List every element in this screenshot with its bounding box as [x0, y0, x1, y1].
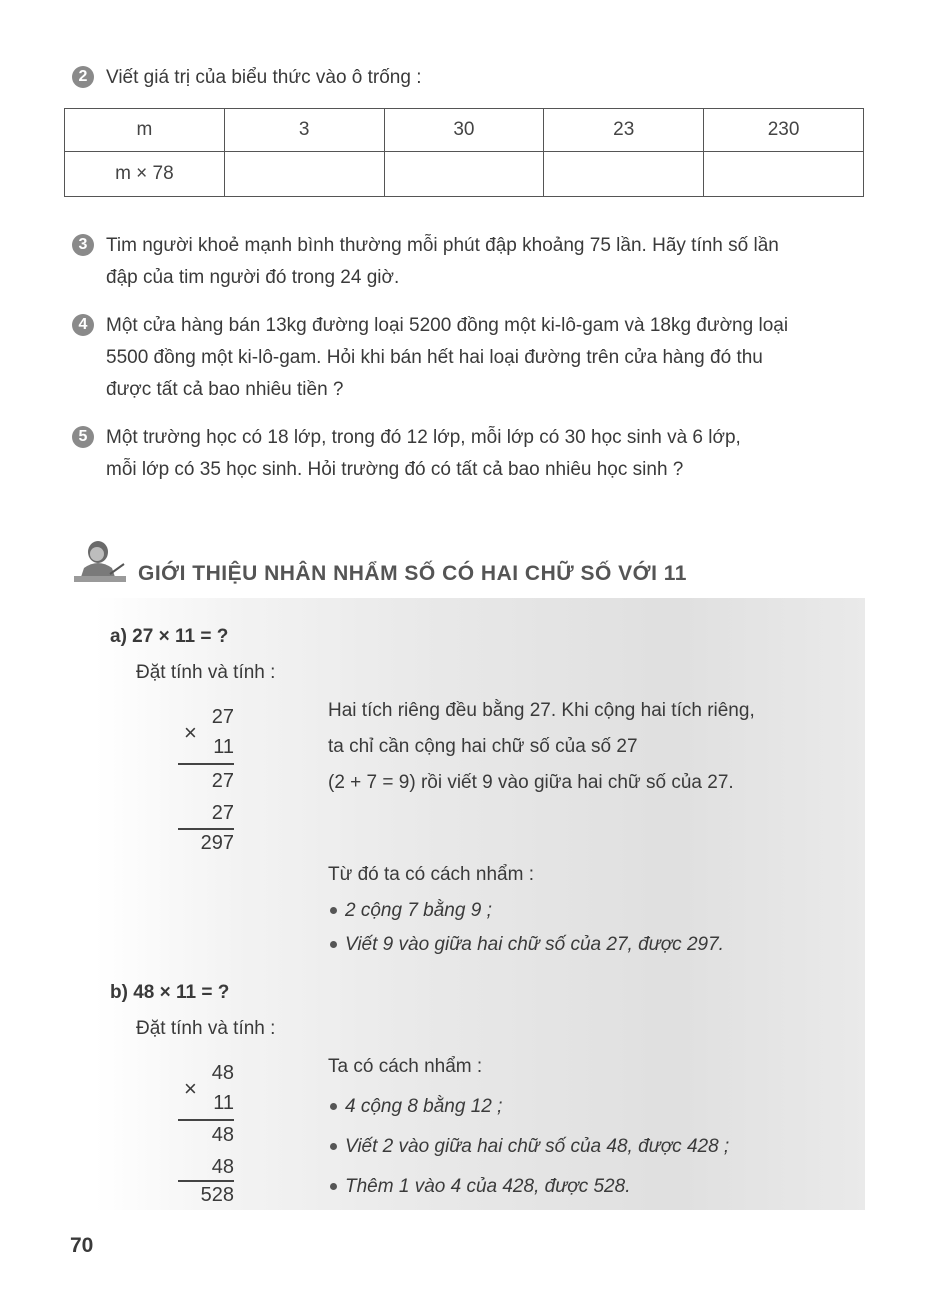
bullet-icon: [330, 1143, 337, 1150]
final-product: 297: [200, 832, 234, 854]
exercise-4-line: được tất cả bao nhiêu tiền ?: [106, 379, 344, 400]
part-b-calculation: [170, 1056, 234, 1216]
multiply-sign: ×: [184, 720, 197, 745]
empty-answer-cell[interactable]: [544, 152, 704, 197]
method-step: 4 cộng 8 bằng 12 ;: [330, 1096, 502, 1118]
part-a-instruction: Đặt tính và tính :: [136, 662, 276, 683]
page-number: 70: [70, 1234, 94, 1257]
calc-line: [178, 828, 234, 830]
final-product: 528: [200, 1184, 234, 1206]
student-mascot-icon: [70, 534, 130, 586]
multiply-sign: ×: [184, 1076, 197, 1101]
empty-answer-cell[interactable]: [224, 152, 384, 197]
multiplier: 11: [213, 1092, 234, 1114]
bullet-icon: [330, 941, 337, 948]
method-heading: Từ đó ta có cách nhẩm :: [328, 864, 534, 885]
method-step: Viết 9 vào giữa hai chữ số của 27, được 297.: [330, 934, 724, 956]
table-cell: 230: [704, 109, 864, 152]
multiplicand: 48: [211, 1062, 234, 1084]
calc-line: [178, 1180, 234, 1182]
multiplicand: 27: [211, 706, 234, 728]
exercise-4-line: 5500 đồng một ki-lô-gam. Hỏi khi bán hết hai loại đường trên cửa hàng đó thu: [106, 347, 763, 368]
explanation-line: ta chỉ cần cộng hai chữ số của số 27: [328, 736, 638, 757]
method-step: Viết 2 vào giữa hai chữ số của 48, được 428 ;: [330, 1136, 729, 1158]
method-step: 2 cộng 7 bằng 9 ;: [330, 900, 492, 922]
bullet-icon: [330, 907, 337, 914]
exercise-3-line: Tim người khoẻ mạnh bình thường mỗi phút đập khoảng 75 lần. Hãy tính số lần: [106, 235, 779, 256]
bullet-icon: [330, 1183, 337, 1190]
method-step: Thêm 1 vào 4 của 428, được 528.: [330, 1176, 630, 1198]
exercise-3-number: 3: [72, 234, 94, 256]
table-cell: 3: [224, 109, 384, 152]
part-b-instruction: Đặt tính và tính :: [136, 1018, 276, 1039]
table-row: [65, 109, 864, 152]
calc-line: [178, 1119, 234, 1121]
part-b-label: b) 48 × 11 = ?: [110, 982, 230, 1003]
exercise-4-number: 4: [72, 314, 94, 336]
multiplier: 11: [213, 736, 234, 758]
exercise-4-line: Một cửa hàng bán 13kg đường loại 5200 đồng một ki-lô-gam và 18kg đường loại: [106, 315, 789, 336]
section-title: GIỚI THIỆU NHÂN NHẨM SỐ CÓ HAI CHỮ SỐ VỚI 11: [138, 562, 687, 585]
table-cell: m: [65, 109, 225, 152]
part-a-label: a) 27 × 11 = ?: [110, 626, 229, 647]
bullet-icon: [330, 1103, 337, 1110]
table-cell: 30: [384, 109, 544, 152]
part-a-calculation: [170, 700, 234, 860]
table-row: [65, 152, 864, 197]
exercise-2-text: Viết giá trị của biểu thức vào ô trống :: [106, 67, 422, 88]
method-heading: Ta có cách nhẩm :: [328, 1056, 483, 1077]
exercise-5-number: 5: [72, 426, 94, 448]
partial-product-1: 48: [211, 1124, 234, 1146]
value-table: [64, 108, 864, 197]
explanation-line: (2 + 7 = 9) rồi viết 9 vào giữa hai chữ số của 27.: [328, 772, 734, 793]
partial-product-2: 48: [211, 1156, 234, 1178]
exercise-5-line: Một trường học có 18 lớp, trong đó 12 lớp, mỗi lớp có 30 học sinh và 6 lớp,: [106, 427, 741, 448]
table-cell: m × 78: [65, 152, 225, 197]
exercise-5-line: mỗi lớp có 35 học sinh. Hỏi trường đó có tất cả bao nhiêu học sinh ?: [106, 459, 684, 480]
calc-line: [178, 763, 234, 765]
partial-product-1: 27: [211, 770, 234, 792]
partial-product-2: 27: [211, 802, 234, 824]
explanation-line: Hai tích riêng đều bằng 27. Khi cộng hai tích riêng,: [328, 700, 755, 721]
table-cell: 23: [544, 109, 704, 152]
exercise-3-line: đập của tim người đó trong 24 giờ.: [106, 267, 400, 288]
empty-answer-cell[interactable]: [704, 152, 864, 197]
empty-answer-cell[interactable]: [384, 152, 544, 197]
exercise-2-number: 2: [72, 66, 94, 88]
